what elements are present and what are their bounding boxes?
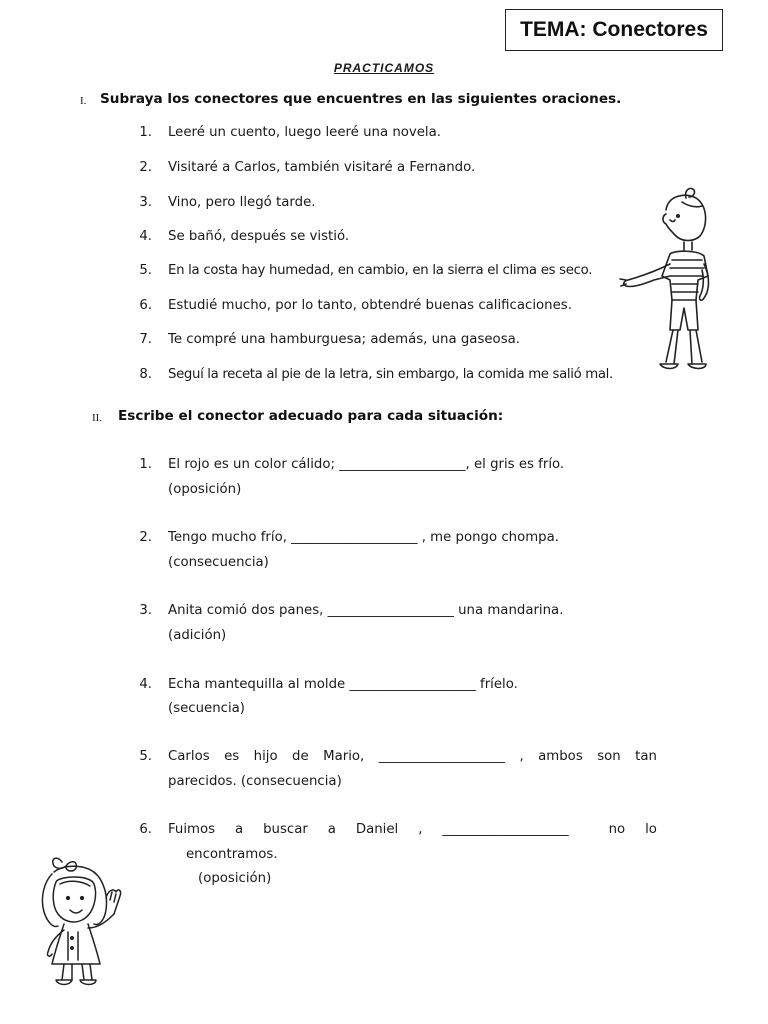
item-number: 2. [139,160,152,175]
word: lo [645,822,657,837]
item-text: Estudié mucho, por lo tanto, obtendré buenas calificaciones. [168,298,572,313]
item-hint: (secuencia) [168,701,245,716]
word: no [608,822,626,837]
word: buscar [263,822,308,837]
word: es [224,749,240,764]
item-text: En la costa hay humedad, en cambio, en la sierra el clima es seco. [168,263,593,278]
item-hint: (adición) [168,628,227,643]
word: , [418,822,423,837]
item-text: Visitaré a Carlos, también visitaré a Fernando. [168,160,476,175]
section2-number: II. [92,412,103,424]
section2-title: Escribe el conector adecuado para cada situación: [118,408,504,424]
word: Daniel [355,822,399,837]
item-text: Se bañó, después se vistió. [168,229,350,244]
item-text: Echa mantequilla al molde ___________________ fríelo. [168,677,518,692]
item-text: Te compré una hamburguesa; además, una gaseosa. [168,332,520,347]
word: ambos [538,749,583,764]
item-number: 5. [139,263,152,278]
word: hijo [253,749,278,764]
item-number: 5. [139,749,152,764]
word: de [292,749,309,764]
word: tan [635,749,657,764]
item-hint: (oposición) [198,871,272,886]
item-line2: parecidos. (consecuencia) [168,774,342,789]
item-number: 2. [139,530,152,545]
item-text: Leeré un cuento, luego leeré una novela. [168,125,442,140]
word: , [519,749,524,764]
item-number: 3. [139,195,152,210]
item-hint: (consecuencia) [168,555,269,570]
word: Fuimos [168,822,216,837]
item-number: 6. [139,298,152,313]
item-number: 8. [139,367,152,382]
item-number: 1. [139,125,152,140]
item-number: 7. [139,332,152,347]
answer-blank: ___________________ [378,749,506,764]
item-text: Anita comió dos panes, ___________________ una mandarina. [168,603,564,618]
girl-illustration [34,852,134,992]
item-number: 4. [139,677,152,692]
answer-blank: ___________________ [442,822,569,837]
item-number: 3. [139,603,152,618]
item-number: 6. [139,822,152,837]
word: son [597,749,621,764]
section1-number: I. [80,95,87,107]
item-text-justified [168,749,657,764]
boy-illustration [618,180,714,380]
page-title: TEMA: Conectores [505,9,723,51]
word: Mario, [323,749,365,764]
item-hint: (oposición) [168,482,242,497]
item-number: 1. [139,457,152,472]
word: Carlos [168,749,210,764]
item-text-justified [168,822,657,837]
section1-title: Subraya los conectores que encuentres en las siguientes oraciones. [100,91,622,107]
item-text: El rojo es un color cálido; ___________________, el gris es frío. [168,457,565,472]
word: a [235,822,244,837]
worksheet-subtitle: PRACTICAMOS [333,61,435,75]
item-line2: encontramos. [186,847,278,862]
item-text: Tengo mucho frío, ___________________ , me pongo chompa. [168,530,559,545]
item-text: Vino, pero llegó tarde. [168,195,316,210]
item-text: Seguí la receta al pie de la letra, sin embargo, la comida me salió mal. [168,367,613,382]
word: a [327,822,336,837]
item-number: 4. [139,229,152,244]
